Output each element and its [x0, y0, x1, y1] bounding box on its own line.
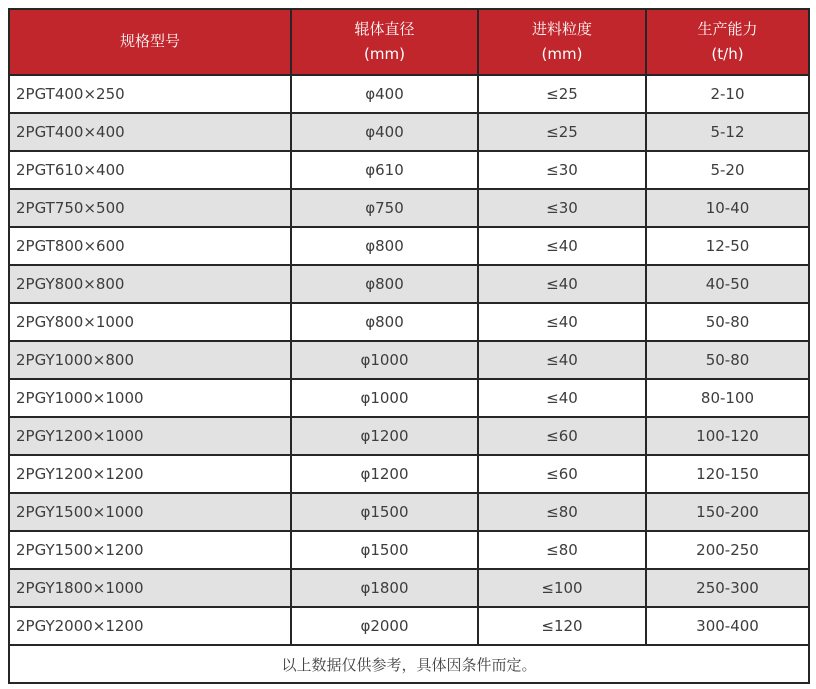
- table-row: [9, 189, 809, 227]
- cell-capacity: 2-10: [646, 75, 809, 113]
- cell-feed-size: ≤25: [478, 75, 646, 113]
- cell-model: 2PGY1200×1200: [9, 455, 291, 493]
- table-row: [9, 303, 809, 341]
- cell-capacity: 5-20: [646, 151, 809, 189]
- column-header-model: [9, 9, 291, 75]
- cell-feed-size: ≤100: [478, 569, 646, 607]
- cell-model: 2PGT610×400: [9, 151, 291, 189]
- cell-model: 2PGY800×1000: [9, 303, 291, 341]
- cell-feed-size: ≤80: [478, 493, 646, 531]
- cell-model: 2PGY1500×1000: [9, 493, 291, 531]
- cell-feed-size: ≤40: [478, 303, 646, 341]
- cell-feed-size: ≤40: [478, 265, 646, 303]
- cell-roller-diameter: φ800: [291, 265, 478, 303]
- cell-roller-diameter: φ400: [291, 113, 478, 151]
- cell-capacity: 120-150: [646, 455, 809, 493]
- cell-feed-size: ≤80: [478, 531, 646, 569]
- cell-model: 2PGY1800×1000: [9, 569, 291, 607]
- cell-capacity: 250-300: [646, 569, 809, 607]
- cell-roller-diameter: φ800: [291, 227, 478, 265]
- cell-model: 2PGY800×800: [9, 265, 291, 303]
- cell-model: 2PGT750×500: [9, 189, 291, 227]
- cell-feed-size: ≤60: [478, 455, 646, 493]
- column-header-roller-diameter-label: 辊体直径: [354, 19, 415, 38]
- table-row: [9, 493, 809, 531]
- column-header-capacity: [646, 9, 809, 75]
- cell-roller-diameter: φ800: [291, 303, 478, 341]
- table-footer: [9, 645, 809, 683]
- cell-capacity: 300-400: [646, 607, 809, 645]
- table-row: [9, 607, 809, 645]
- cell-feed-size: ≤60: [478, 417, 646, 455]
- cell-model: 2PGY1200×1000: [9, 417, 291, 455]
- table-row: [9, 379, 809, 417]
- column-header-feed-size: [478, 9, 646, 75]
- cell-capacity: 50-80: [646, 341, 809, 379]
- table-row: [9, 265, 809, 303]
- cell-roller-diameter: φ1200: [291, 417, 478, 455]
- cell-model: 2PGY2000×1200: [9, 607, 291, 645]
- cell-capacity: 5-12: [646, 113, 809, 151]
- column-header-capacity-label: 生产能力: [697, 19, 758, 38]
- table-row: [9, 151, 809, 189]
- table-row: [9, 227, 809, 265]
- cell-model: 2PGY1000×800: [9, 341, 291, 379]
- cell-model: 2PGT400×400: [9, 113, 291, 151]
- footer-row: [9, 645, 809, 683]
- spec-table-container: [8, 8, 808, 684]
- cell-roller-diameter: φ610: [291, 151, 478, 189]
- column-header-model-label: 规格型号: [119, 32, 180, 51]
- column-header-roller-diameter-unit: (mm): [364, 45, 405, 63]
- column-header-feed-size-label: 进料粒度: [531, 19, 592, 38]
- cell-roller-diameter: φ1500: [291, 493, 478, 531]
- cell-feed-size: ≤120: [478, 607, 646, 645]
- table-row: [9, 417, 809, 455]
- table-header: [9, 9, 809, 75]
- cell-feed-size: ≤40: [478, 227, 646, 265]
- cell-capacity: 50-80: [646, 303, 809, 341]
- cell-model: 2PGT400×250: [9, 75, 291, 113]
- cell-feed-size: ≤30: [478, 151, 646, 189]
- cell-roller-diameter: φ1500: [291, 531, 478, 569]
- table-row: [9, 113, 809, 151]
- cell-roller-diameter: φ1000: [291, 341, 478, 379]
- cell-roller-diameter: φ1800: [291, 569, 478, 607]
- cell-capacity: 80-100: [646, 379, 809, 417]
- table-row: [9, 341, 809, 379]
- cell-roller-diameter: φ1200: [291, 455, 478, 493]
- spec-table: [8, 8, 810, 684]
- cell-feed-size: ≤40: [478, 341, 646, 379]
- column-header-feed-size-unit: (mm): [541, 45, 583, 63]
- cell-roller-diameter: φ400: [291, 75, 478, 113]
- table-row: [9, 455, 809, 493]
- table-body: [9, 75, 809, 645]
- cell-capacity: 10-40: [646, 189, 809, 227]
- cell-capacity: 200-250: [646, 531, 809, 569]
- cell-capacity: 100-120: [646, 417, 809, 455]
- cell-roller-diameter: φ2000: [291, 607, 478, 645]
- table-row: [9, 569, 809, 607]
- cell-feed-size: ≤30: [478, 189, 646, 227]
- table-row: [9, 75, 809, 113]
- table-row: [9, 531, 809, 569]
- cell-capacity: 150-200: [646, 493, 809, 531]
- footer-note: 以上数据仅供参考，具体因条件而定。: [9, 645, 809, 683]
- cell-feed-size: ≤25: [478, 113, 646, 151]
- cell-capacity: 40-50: [646, 265, 809, 303]
- cell-roller-diameter: φ1000: [291, 379, 478, 417]
- column-header-roller-diameter: [291, 9, 478, 75]
- column-header-capacity-unit: (t/h): [711, 45, 744, 63]
- header-row: [9, 9, 809, 75]
- cell-feed-size: ≤40: [478, 379, 646, 417]
- cell-model: 2PGT800×600: [9, 227, 291, 265]
- cell-model: 2PGY1000×1000: [9, 379, 291, 417]
- cell-roller-diameter: φ750: [291, 189, 478, 227]
- cell-model: 2PGY1500×1200: [9, 531, 291, 569]
- cell-capacity: 12-50: [646, 227, 809, 265]
